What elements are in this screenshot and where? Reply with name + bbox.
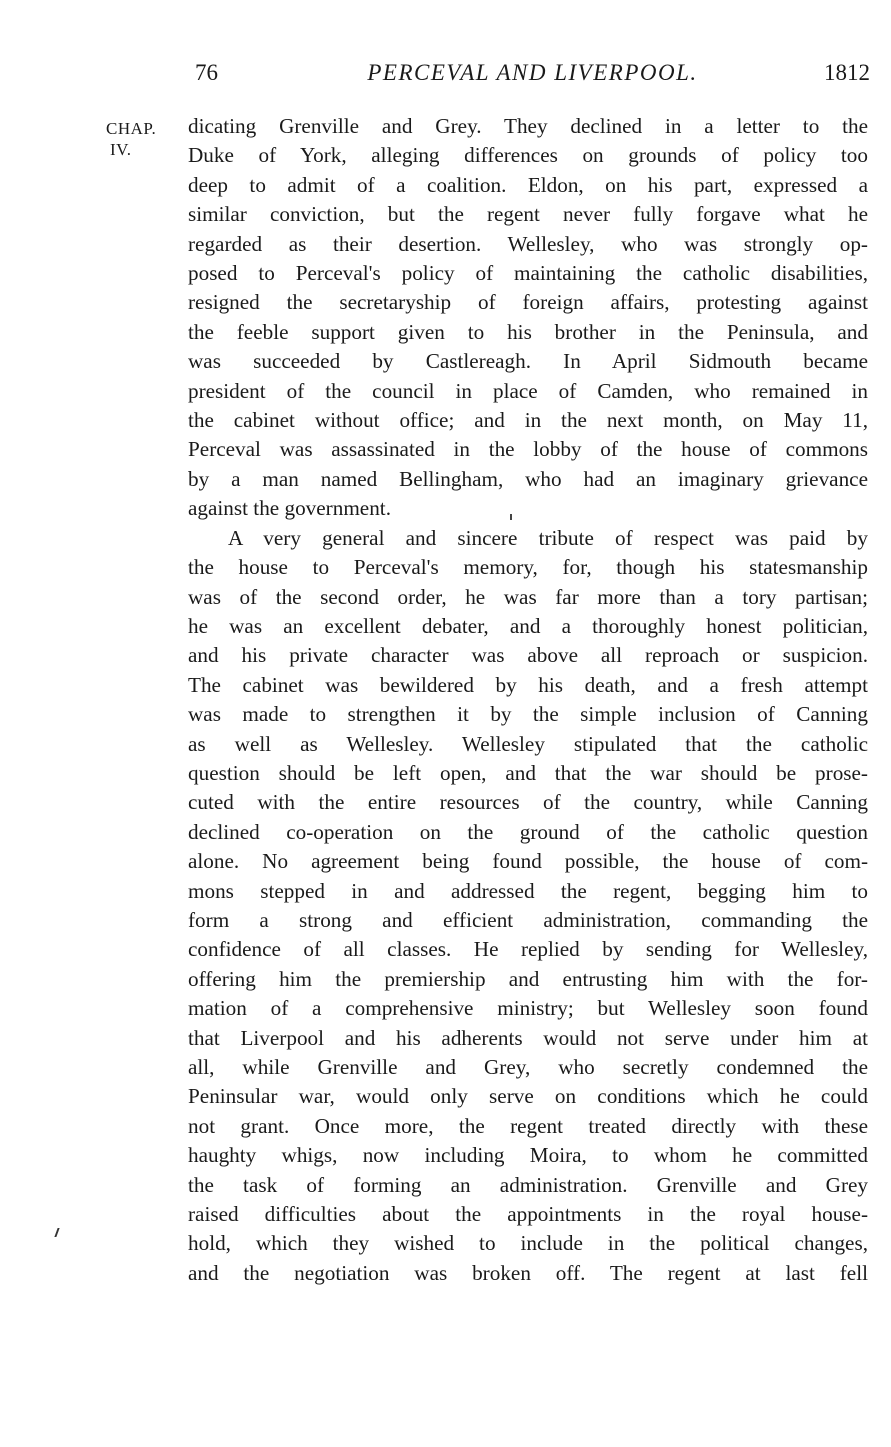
text-line: deep to admit of a coalition. Eldon, on his part, expressed a: [188, 172, 868, 197]
text-line: president of the council in place of Camden, who remained in: [188, 378, 868, 403]
text-line: alone. No agreement being found possible, the house of com-: [188, 849, 868, 874]
text-line: mons stepped in and addressed the regent, begging him to: [188, 878, 868, 903]
page-number: 76: [195, 60, 218, 85]
text-line: posed to Perceval's policy of maintaining the catholic disabilities,: [188, 261, 868, 286]
text-line: the cabinet without office; and in the next month, on May 11,: [188, 408, 868, 433]
text-line: as well as Wellesley. Wellesley stipulated that the catholic: [188, 731, 868, 756]
text-line: resigned the secretaryship of foreign affairs, protesting against: [188, 290, 868, 315]
text-line: form a strong and efficient administration, commanding the: [188, 907, 868, 932]
text-line: haughty whigs, now including Moira, to whom he committed: [188, 1143, 868, 1168]
text-line: the house to Perceval's memory, for, though his statesmanship: [188, 555, 868, 580]
text-line: cuted with the entire resources of the country, while Canning: [188, 790, 868, 815]
text-line: offering him the premiership and entrusting him with the for-: [188, 966, 868, 991]
text-line: was succeeded by Castlereagh. In April Sidmouth became: [188, 349, 868, 374]
text-line: the task of forming an administration. Grenville and Grey: [188, 1172, 868, 1197]
text-line: the feeble support given to his brother in the Peninsula, and: [188, 319, 868, 344]
running-year: 1812: [824, 60, 870, 85]
text-line: and the negotiation was broken off. The regent at last fell: [188, 1260, 868, 1285]
text-line: all, while Grenville and Grey, who secretly condemned the: [188, 1055, 868, 1079]
text-line: confidence of all classes. He replied by sending for Wellesley,: [188, 937, 868, 962]
text-line: question should be left open, and that the war should be prose-: [188, 760, 868, 785]
running-title: PERCEVAL AND LIVERPOOL.: [367, 60, 698, 85]
text-line: was made to strengthen it by the simple inclusion of Canning: [188, 702, 868, 727]
text-line: similar conviction, but the regent never fully forgave what he: [188, 202, 868, 227]
text-line: and his private character was above all reproach or suspicion.: [188, 643, 868, 668]
text-line: that Liverpool and his adherents would not serve under him at: [188, 1025, 868, 1050]
chapter-label: CHAP.: [106, 119, 157, 138]
text-line: The cabinet was bewildered by his death, and a fresh attempt: [188, 672, 868, 697]
running-head: [195, 60, 870, 92]
text-line: A very general and sincere tribute of respect was paid by: [228, 525, 868, 550]
text-line: Duke of York, alleging differences on grounds of policy too: [188, 143, 868, 168]
chapter-number: IV.: [110, 140, 132, 159]
chapter-marker: [106, 118, 184, 160]
text-line: was of the second order, he was far more than a tory partisan;: [188, 584, 868, 609]
text-line: Perceval was assassinated in the lobby of the house of commons: [188, 437, 868, 462]
text-line: regarded as their desertion. Wellesley, who was strongly op-: [188, 231, 868, 256]
text-line: not grant. Once more, the regent treated directly with these: [188, 1113, 868, 1138]
body-text: [188, 112, 868, 1288]
text-line: mation of a comprehensive ministry; but Wellesley soon found: [188, 996, 868, 1021]
text-line: raised difficulties about the appointments in the royal house-: [188, 1202, 868, 1227]
text-line: he was an excellent debater, and a thoroughly honest politician,: [188, 613, 868, 638]
text-line: by a man named Bellingham, who had an imaginary grievance: [188, 466, 868, 491]
text-line: dicating Grenville and Grey. They declined in a letter to the: [188, 114, 868, 138]
text-line: against the government.: [188, 496, 391, 521]
ink-speck: [510, 514, 512, 520]
text-line: Peninsular war, would only serve on conditions which he could: [188, 1084, 868, 1109]
text-line: declined co-operation on the ground of the catholic question: [188, 819, 868, 844]
text-line: hold, which they wished to include in the political changes,: [188, 1231, 868, 1256]
margin-ink-mark: [54, 1228, 65, 1237]
